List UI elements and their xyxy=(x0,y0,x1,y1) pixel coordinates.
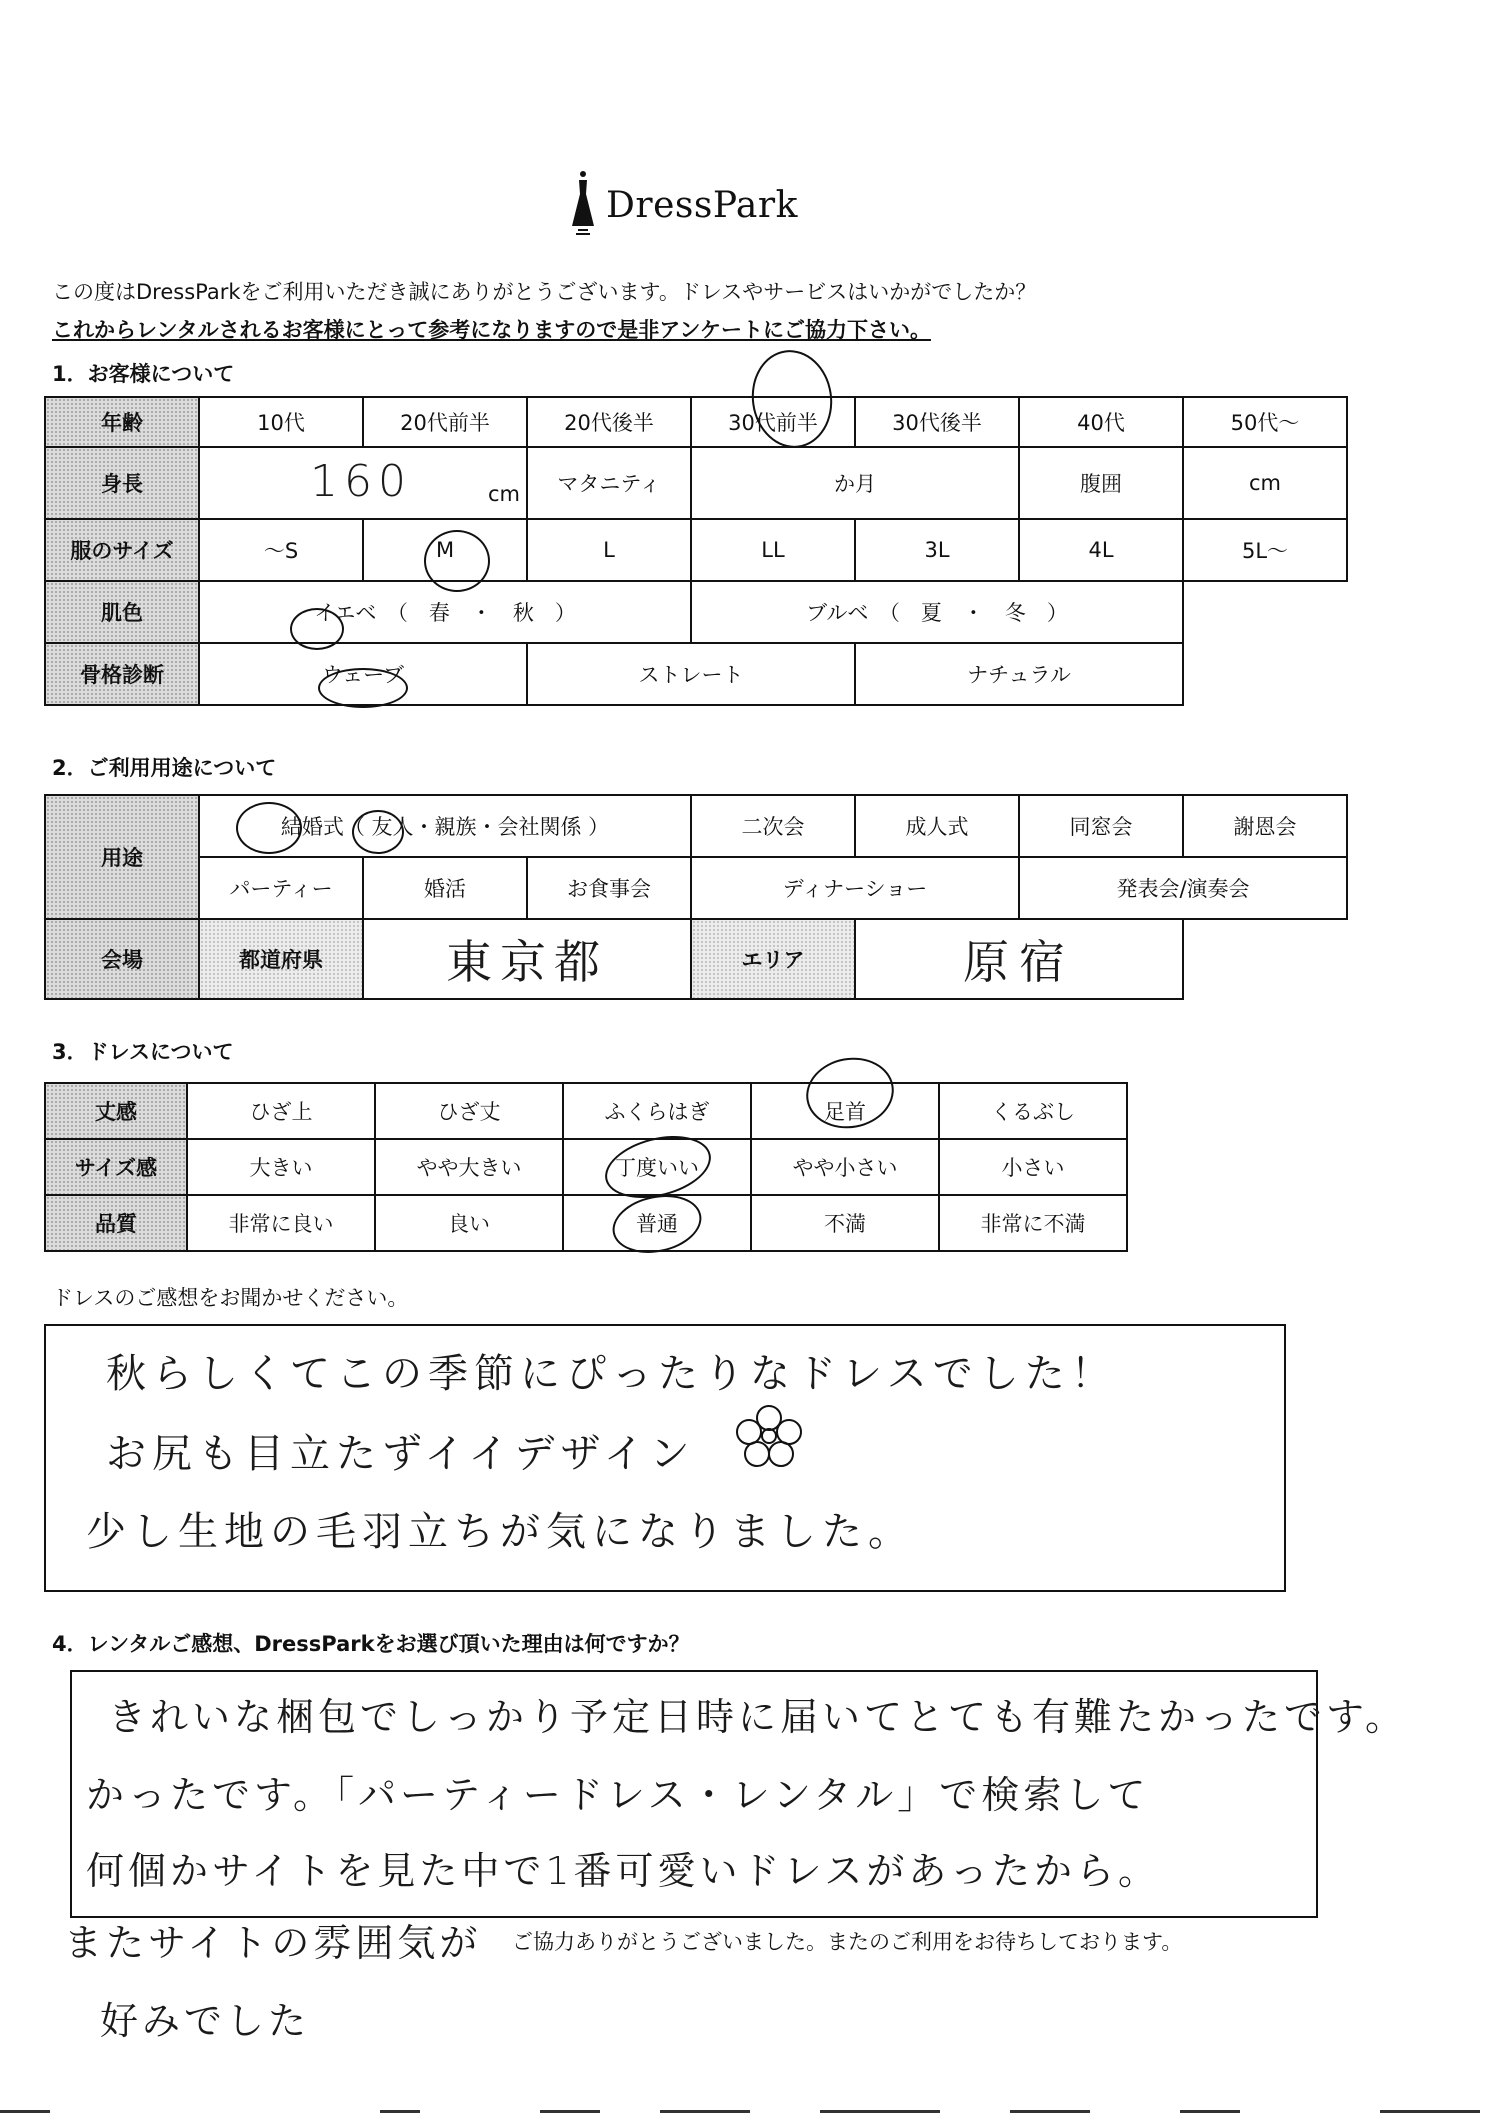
age-option[interactable]: 30代後半 xyxy=(855,397,1019,447)
intro-text: この度はDressParkをご利用いただき誠にありがとうございます。ドレスやサービスはいかがでしたか？ xyxy=(52,280,1037,304)
age-option[interactable]: 50代〜 xyxy=(1183,397,1347,447)
circle-mark xyxy=(290,608,344,650)
logo-text: DressPark xyxy=(606,184,798,226)
reason-line: きれいな梱包でしっかり予定日時に届いてとても有難たかったです。 xyxy=(108,1695,1407,1739)
reason-line: かったです。「パーティードレス・レンタル」で検索して xyxy=(86,1773,1150,1817)
fit-option[interactable]: やや小さい xyxy=(751,1139,939,1195)
quality-option[interactable]: 普通 xyxy=(563,1195,751,1251)
length-label: 丈感 xyxy=(45,1083,187,1139)
size-label: 服のサイズ xyxy=(45,519,199,581)
logo xyxy=(570,170,798,240)
height-field[interactable] xyxy=(199,447,527,519)
purpose-option[interactable]: パーティー xyxy=(199,857,363,919)
age-option[interactable]: 20代前半 xyxy=(363,397,527,447)
quality-option[interactable]: 良い xyxy=(375,1195,563,1251)
reason-box[interactable] xyxy=(70,1670,1407,1918)
purpose-option[interactable]: 二次会 xyxy=(691,795,855,857)
scan-artifact xyxy=(0,2110,50,2113)
impression-box[interactable] xyxy=(44,1324,1286,1592)
scan-artifact xyxy=(380,2110,420,2113)
quality-option[interactable]: 非常に良い xyxy=(187,1195,375,1251)
purpose-option[interactable]: 結婚式（ 友人・親族・会社関係 ） xyxy=(199,795,691,857)
height-label: 身長 xyxy=(45,447,199,519)
age-option[interactable]: 10代 xyxy=(199,397,363,447)
length-option[interactable]: 足首 xyxy=(751,1083,939,1139)
scan-artifact xyxy=(1380,2110,1480,2113)
size-option[interactable]: LL xyxy=(691,519,855,581)
circle-mark xyxy=(318,668,408,708)
purpose-option[interactable]: お食事会 xyxy=(527,857,691,919)
impression-line: 少し生地の毛羽立ちが気になりました。 xyxy=(86,1509,914,1555)
length-option[interactable]: くるぶし xyxy=(939,1083,1127,1139)
maternity-label: マタニティ xyxy=(527,447,691,519)
section2-title: 2．ご利用用途について xyxy=(52,756,277,780)
reason-line: 何個かサイトを見た中で1番可愛いドレスがあったから。 xyxy=(86,1849,1160,1893)
purpose-label: 用途 xyxy=(45,795,199,919)
intro-request: これからレンタルされるお客様にとって参考になりますので是非アンケートにご協力下さい。 xyxy=(52,318,931,342)
purpose-option[interactable]: 同窓会 xyxy=(1019,795,1183,857)
thanks-text: ご協力ありがとうございました。またのご利用をお待ちしております。 xyxy=(512,1930,1183,1954)
quality-option[interactable]: 非常に不満 xyxy=(939,1195,1127,1251)
area-value[interactable]: 原宿 xyxy=(855,919,1183,999)
fit-option[interactable]: 小さい xyxy=(939,1139,1127,1195)
purpose-option[interactable]: 発表会/演奏会 xyxy=(1019,857,1347,919)
purpose-option[interactable]: ディナーショー xyxy=(691,857,1019,919)
circle-mark xyxy=(424,530,490,592)
fit-option[interactable]: 大きい xyxy=(187,1139,375,1195)
fit-option[interactable]: やや大きい xyxy=(375,1139,563,1195)
purpose-option[interactable]: 成人式 xyxy=(855,795,1019,857)
reason-line: またサイトの雰囲気が xyxy=(64,1921,482,1965)
size-option[interactable]: M xyxy=(363,519,527,581)
frame-option[interactable]: ストレート xyxy=(527,643,855,705)
dress-icon xyxy=(570,170,596,240)
area-label: エリア xyxy=(691,919,855,999)
scan-artifact xyxy=(660,2110,750,2113)
size-option[interactable]: 5L〜 xyxy=(1183,519,1347,581)
frame-option[interactable]: ウェーブ xyxy=(199,643,527,705)
size-option[interactable]: 〜S xyxy=(199,519,363,581)
months-field[interactable]: か月 xyxy=(691,447,1019,519)
purpose-option[interactable]: 謝恩会 xyxy=(1183,795,1347,857)
fit-option[interactable]: 丁度いい xyxy=(563,1139,751,1195)
dress-table xyxy=(44,1082,1128,1252)
scan-artifact xyxy=(1180,2110,1240,2113)
length-option[interactable]: ひざ丈 xyxy=(375,1083,563,1139)
frame-label: 骨格診断 xyxy=(45,643,199,705)
impression-line: お尻も目立たずイイデザイン xyxy=(106,1431,696,1477)
pref-label: 都道府県 xyxy=(199,919,363,999)
scan-artifact xyxy=(1010,2110,1090,2113)
reason-line: 好みでした xyxy=(100,1999,311,2043)
section3-title: 3．ドレスについて xyxy=(52,1040,234,1064)
size-option[interactable]: L xyxy=(527,519,691,581)
length-option[interactable]: ふくらはぎ xyxy=(563,1083,751,1139)
pref-value[interactable]: 東京都 xyxy=(363,919,691,999)
frame-option[interactable]: ナチュラル xyxy=(855,643,1183,705)
age-option[interactable]: 20代後半 xyxy=(527,397,691,447)
quality-label: 品質 xyxy=(45,1195,187,1251)
size-option[interactable]: 4L xyxy=(1019,519,1183,581)
scan-artifact xyxy=(820,2110,940,2113)
section4-title: 4．レンタルご感想、DressParkをお選び頂いた理由は何ですか？ xyxy=(52,1632,690,1656)
waist-label: 腹囲 xyxy=(1019,447,1183,519)
skin-label: 肌色 xyxy=(45,581,199,643)
age-option[interactable]: 40代 xyxy=(1019,397,1183,447)
waist-unit[interactable]: cm xyxy=(1183,447,1347,519)
size-option[interactable]: 3L xyxy=(855,519,1019,581)
circle-mark xyxy=(236,802,302,854)
purpose-option[interactable]: 婚活 xyxy=(363,857,527,919)
skin-blue[interactable]: ブルベ （ 夏 ・ 冬 ） xyxy=(691,581,1183,643)
impression-label: ドレスのご感想をお聞かせください。 xyxy=(52,1286,409,1310)
impression-line: 秋らしくてこの季節にぴったりなドレスでした！ xyxy=(106,1351,1117,1397)
flower-icon xyxy=(734,1404,804,1468)
fit-label: サイズ感 xyxy=(45,1139,187,1195)
length-option[interactable]: ひざ上 xyxy=(187,1083,375,1139)
age-option[interactable]: 30代前半 xyxy=(691,397,855,447)
age-label: 年齢 xyxy=(45,397,199,447)
scan-artifact xyxy=(540,2110,600,2113)
section1-title: 1．お客様について xyxy=(52,362,235,386)
circle-mark xyxy=(352,810,404,854)
quality-option[interactable]: 不満 xyxy=(751,1195,939,1251)
height-value: 160 xyxy=(310,456,412,507)
skin-yellow[interactable]: イエベ （ 春 ・ 秋 ） xyxy=(199,581,691,643)
customer-table xyxy=(44,396,1348,706)
venue-label: 会場 xyxy=(45,919,199,999)
height-unit: cm xyxy=(487,482,520,506)
